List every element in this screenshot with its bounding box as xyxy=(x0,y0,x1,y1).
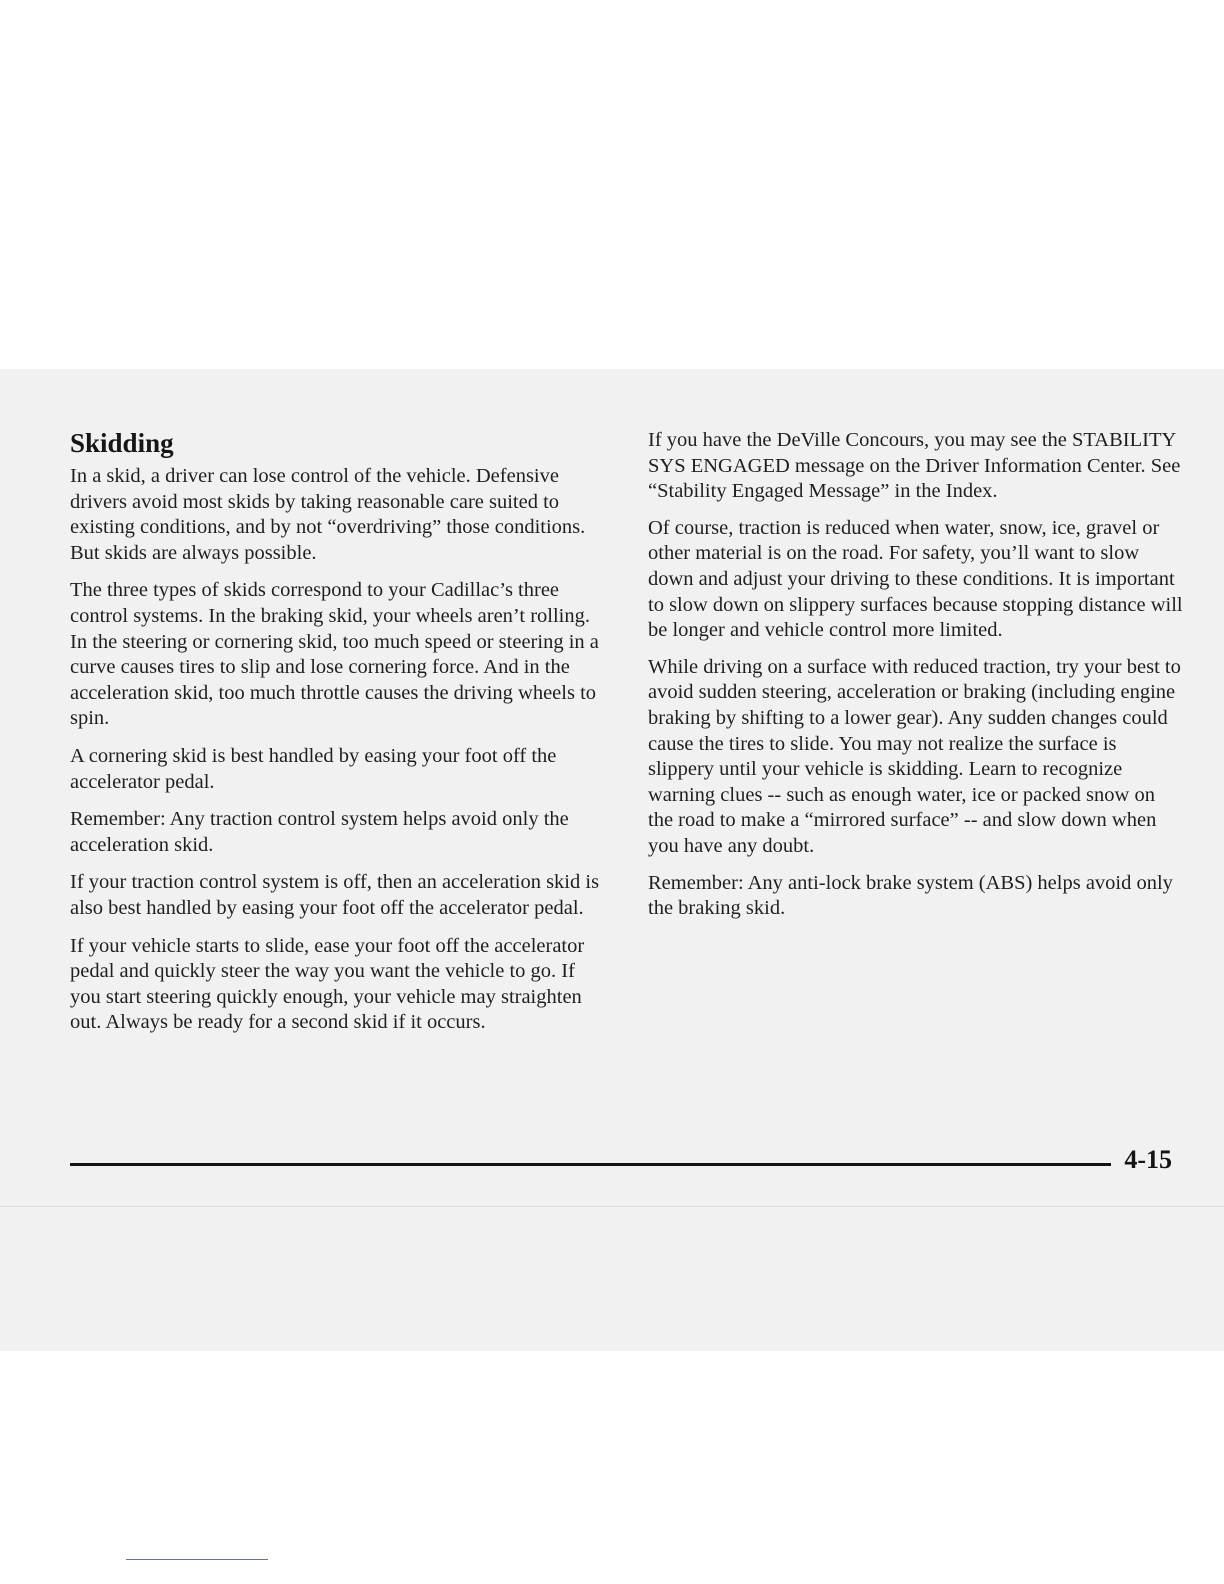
right-column xyxy=(648,428,1184,933)
paragraph: While driving on a surface with reduced traction, try your best to avoid sudden steering, acceleration or braking (including engine braking by shifting to a lower gear). Any sudden changes could cause the tires to slide. You may not realize the surface is slippery until your vehicle is skidding. Learn to recognize warning clues -- such as enough water, ice or packed snow on the road to make a “mirrored surface” -- and slow down when you have any doubt. xyxy=(648,655,1181,857)
paragraph: If your traction control system is off, then an acceleration skid is also best handled by easing your foot off the accelerator pedal. xyxy=(70,871,600,919)
paragraph: A cornering skid is best handled by easing your foot off the accelerator pedal. xyxy=(70,744,557,793)
scan-edge-line xyxy=(0,1206,1224,1207)
paragraph: The three types of skids correspond to your Cadillac’s three control systems. In the braking skid, your wheels aren’t rolling. In the steering or cornering skid, too much speed or steering in a curve causes tires to slip and lose cornering force. And in the acceleration skid, too much throttle causes the driving wheels to spin. xyxy=(70,579,599,730)
paragraph: In a skid, a driver can lose control of the vehicle. Defensive drivers avoid most skids by taking reasonable care suited to existing conditions, and by not “overdriving” those conditions. But skids are always possible. xyxy=(70,465,586,564)
page-number: 4-15 xyxy=(1124,1145,1172,1174)
paragraph: If your vehicle starts to slide, ease your foot off the accelerator pedal and quickly steer the way you want the vehicle to go. If you start steering quickly enough, your vehicle may straighten out. Always be ready for a second skid if it occurs. xyxy=(70,934,585,1034)
paragraph: Remember: Any anti-lock brake system (ABS) helps avoid only the braking skid. xyxy=(648,871,1173,920)
paragraph: If you have the DeVille Concours, you may see the STABILITY SYS ENGAGED message on the Driver Information Center. See “Stability Engaged Message” in the Index. xyxy=(648,429,1181,503)
paragraph: Of course, traction is reduced when water, snow, ice, gravel or other material is on the road. For safety, you’ll want to slow down and adjust your driving to these conditions. It is important to slow down on slippery surfaces because stopping distance will be longer and vehicle control more limited. xyxy=(648,516,1183,642)
paragraph: Remember: Any traction control system helps avoid only the acceleration skid. xyxy=(70,808,569,856)
footer-rule xyxy=(70,1163,1111,1166)
section-heading: Skidding xyxy=(70,428,174,458)
left-column xyxy=(70,428,606,1048)
link-underline[interactable] xyxy=(126,1559,268,1560)
